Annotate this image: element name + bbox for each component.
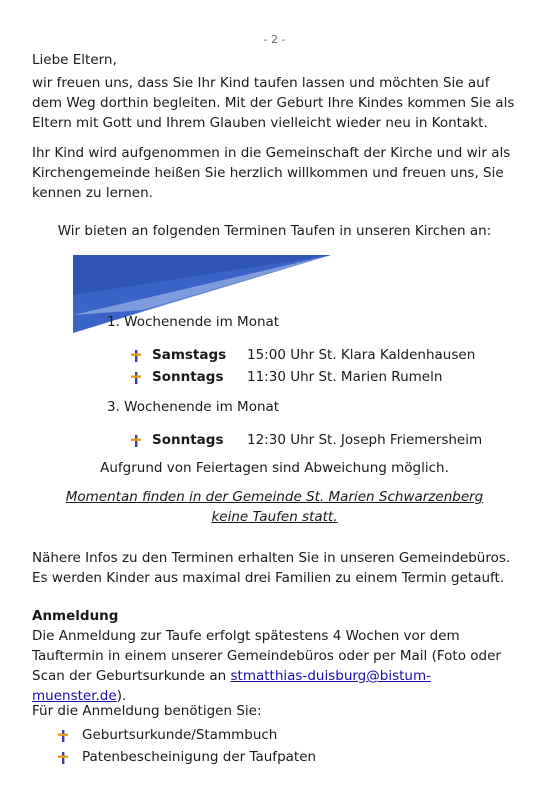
list-item-label: Patenbescheinigung der Taufpaten <box>82 749 317 765</box>
schedule-day: Sonntags <box>152 432 224 448</box>
cross-bullet-icon <box>130 350 142 362</box>
schedule-day: Sonntags <box>152 369 224 385</box>
info-paragraph: Nähere Infos zu den Terminen erhalten Sie in unseren Gemeindebüros. Es werden Kinder aus maximal drei Familien zu einem Termin getauft. <box>32 550 511 586</box>
page-number: - 2 - <box>263 33 286 46</box>
cross-bullet-icon <box>130 435 142 447</box>
welcome-paragraph: Ihr Kind wird aufgenommen in die Gemeinschaft der Kirche und wir als Kirchengemeinde heißen Sie herzlich willkommen und freuen uns, Sie kennen zu lernen. <box>32 145 511 201</box>
notice-line-1: Momentan finden in der Gemeinde St. Marien Schwarzenberg <box>65 489 484 505</box>
email-link[interactable]: stmatthias-duisburg@bistum-muenster.de <box>32 668 431 704</box>
cross-bullet-icon <box>130 372 142 384</box>
cross-bullet-icon <box>57 752 69 764</box>
intro-paragraph: wir freuen uns, dass Sie Ihr Kind taufen lassen und möchten Sie auf dem Weg dorthin begleiten. Mit der Geburt Ihre Kindes kommen Sie als Eltern mit Gott und Ihrem Glauben vielleicht wieder neu in Kontakt. <box>32 75 515 131</box>
schedule-day: Samstags <box>152 347 227 363</box>
schedule-detail: 12:30 Uhr St. Joseph Friemersheim <box>247 432 483 448</box>
week1-label: 1. Wochenende im Monat <box>107 314 280 330</box>
schedule-detail: 11:30 Uhr St. Marien Rumeln <box>247 369 443 385</box>
notice-line-2: keine Taufen statt. <box>211 509 338 525</box>
registration-text-end: ). <box>116 688 127 704</box>
registration-text: Die Anmeldung zur Taufe erfolgt spätestens 4 Wochen vor dem Tauftermin in einem unserer Gemeindebüros oder per Mail (Foto oder Scan der Geburtsurkunde an <box>32 628 501 684</box>
list-item-label: Geburtsurkunde/Stammbuch <box>82 727 278 743</box>
holiday-note: Aufgrund von Feiertagen sind Abweichung möglich. <box>100 460 449 476</box>
greeting: Liebe Eltern, <box>32 52 117 68</box>
schedule-intro: Wir bieten an folgenden Terminen Taufen in unseren Kirchen an: <box>57 223 492 239</box>
schedule-detail: 15:00 Uhr St. Klara Kaldenhausen <box>247 347 476 363</box>
required-heading: Für die Anmeldung benötigen Sie: <box>32 703 262 719</box>
cross-bullet-icon <box>57 730 69 742</box>
registration-heading: Anmeldung <box>32 608 119 624</box>
registration-paragraph <box>32 626 522 706</box>
week3-label: 3. Wochenende im Monat <box>107 399 280 415</box>
